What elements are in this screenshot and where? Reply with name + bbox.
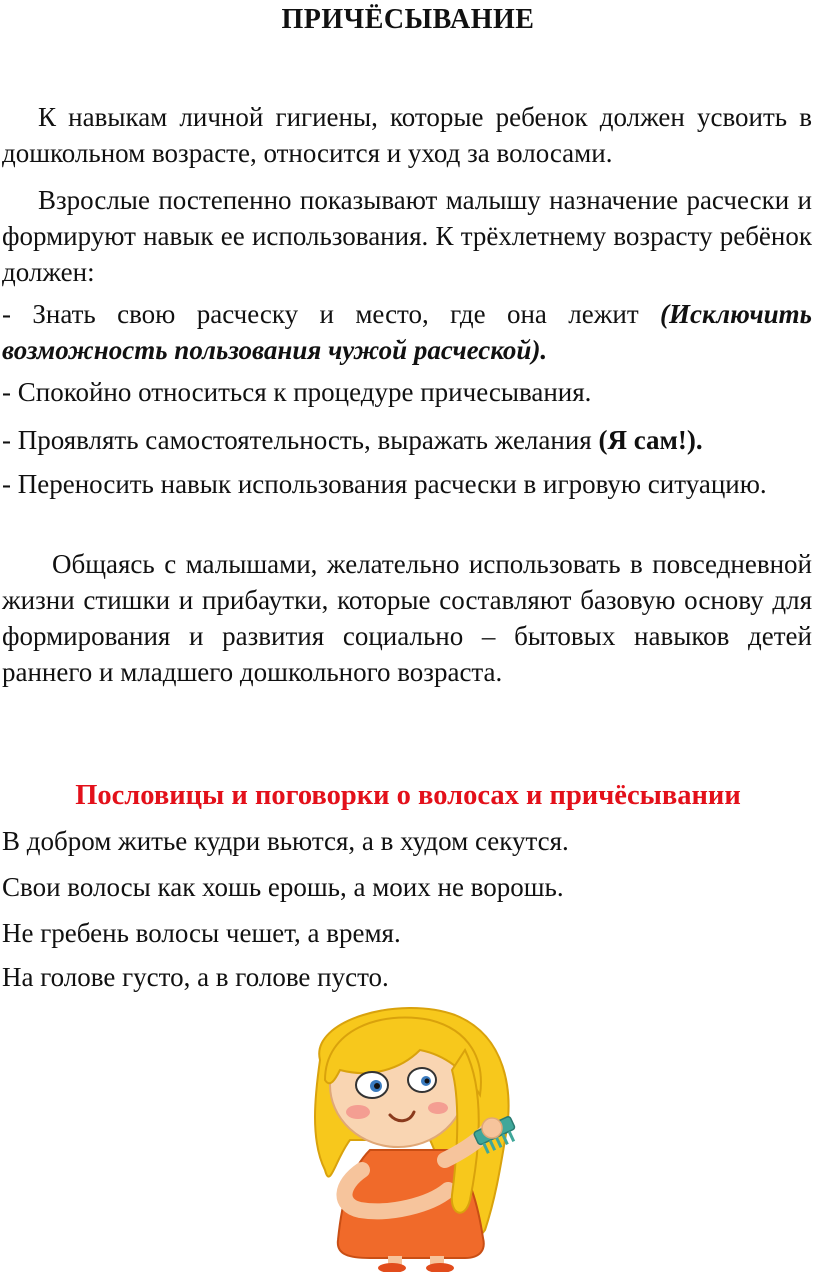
skill-item-3-note: (Я сам!). xyxy=(598,425,703,455)
closing-paragraph: Общаясь с малышами, желательно использовать в повседневной жизни стишки и прибаутки, которые составляют базовую основу для формирования и развития социально – бытовых навыков детей раннего и младшего дошкольного возраста. xyxy=(2,549,812,687)
skill-item-3 xyxy=(2,422,812,458)
proverbs-heading: Пословицы и поговорки о волосах и причёсывании xyxy=(75,780,741,811)
skill-item-1 xyxy=(2,296,812,368)
proverb-item: В добром житье кудри вьются, а в худом секутся. xyxy=(2,826,569,856)
skill-item-2: - Спокойно относиться к процедуре причесывания. xyxy=(2,377,592,407)
proverb-item: На голове густо, а в голове пусто. xyxy=(2,962,389,992)
skill-item-1-text: - Знать свою расческу и место, где она лежит xyxy=(2,299,661,329)
page-title: ПРИЧЁСЫВАНИЕ xyxy=(281,4,535,35)
skill-item-1-note: (Исключить возможность пользования чужой расческой). xyxy=(2,299,812,365)
skill-item-4: - Переносить навык использования расчески в игровую ситуацию. xyxy=(2,469,767,499)
intro-paragraph-2: Взрослые постепенно показывают малышу назначение расчески и формируют навык ее использования. К трёхлетнему возрасту ребёнок должен: xyxy=(2,185,812,287)
skill-item-3-text: - Проявлять самостоятельность, выражать желания xyxy=(2,425,599,455)
proverb-item: Не гребень волосы чешет, а время. xyxy=(2,918,401,948)
girl-combing-hair-illustration xyxy=(280,1000,540,1272)
proverb-item: Свои волосы как хошь ерошь, а моих не ворошь. xyxy=(2,872,564,902)
intro-paragraph-1: К навыкам личной гигиены, которые ребенок должен усвоить в дошкольном возрасте, относится и уход за волосами. xyxy=(2,102,812,168)
